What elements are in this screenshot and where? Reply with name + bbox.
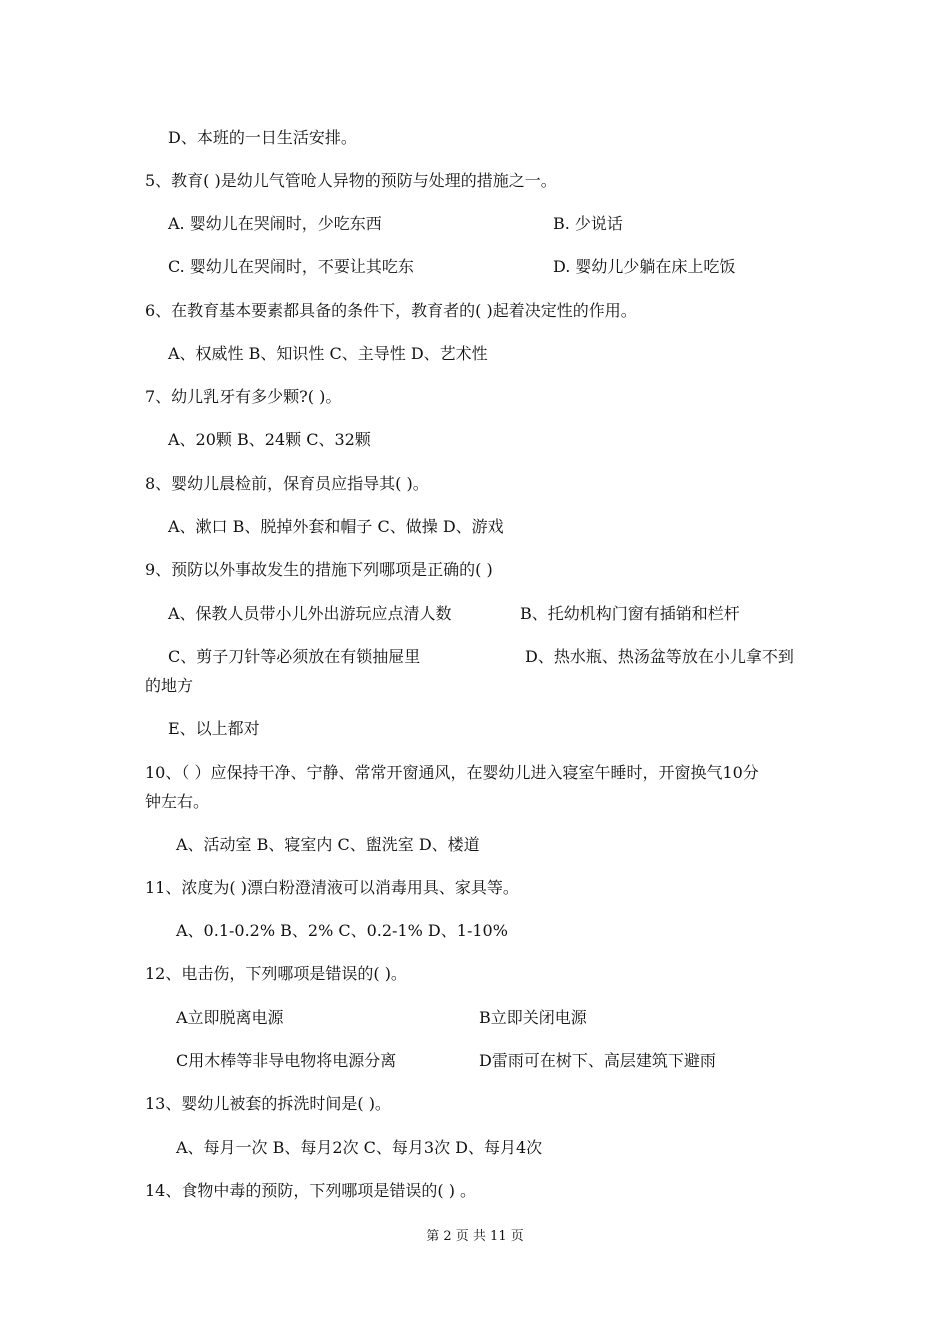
q9-option-a: A、保教人员带小儿外出游玩应点清人数 bbox=[168, 604, 452, 623]
question-11: 11、浓度为( )漂白粉澄清液可以消毒用具、家具等。 bbox=[145, 878, 519, 897]
q8-options: A、漱口 B、脱掉外套和帽子 C、做操 D、游戏 bbox=[168, 517, 504, 536]
question-10-continued: 钟左右。 bbox=[145, 792, 210, 811]
question-8: 8、婴幼儿晨检前，保育员应指导其( )。 bbox=[145, 474, 429, 493]
q5-option-d: D. 婴幼儿少躺在床上吃饭 bbox=[553, 257, 736, 276]
question-14: 14、食物中毒的预防，下列哪项是错误的( ) 。 bbox=[145, 1181, 477, 1200]
q9-option-d-continued: 的地方 bbox=[145, 676, 194, 695]
question-7: 7、幼儿乳牙有多少颗?( )。 bbox=[145, 387, 342, 406]
question-10: 10、（ ）应保持干净、宁静、常常开窗通风，在婴幼儿进入寝室午睡时，开窗换气10分 bbox=[145, 763, 759, 782]
q5-option-a: A. 婴幼儿在哭闹时，少吃东西 bbox=[168, 214, 382, 233]
q12-option-b: B立即关闭电源 bbox=[479, 1008, 587, 1027]
q13-options: A、每月一次 B、每月2次 C、每月3次 D、每月4次 bbox=[176, 1138, 543, 1157]
page-footer: 第 2 页 共 11 页 bbox=[426, 1229, 524, 1244]
question-6: 6、在教育基本要素都具备的条件下，教育者的( )起着决定性的作用。 bbox=[145, 301, 637, 320]
q9-option-e: E、以上都对 bbox=[168, 719, 260, 738]
q12-option-a: A立即脱离电源 bbox=[176, 1008, 284, 1027]
q11-options: A、0.1-0.2% B、2% C、0.2-1% D、1-10% bbox=[176, 921, 508, 940]
q9-option-d: D、热水瓶、热汤盆等放在小儿拿不到 bbox=[525, 647, 794, 666]
q12-option-c: C用木棒等非导电物将电源分离 bbox=[176, 1051, 397, 1070]
question-13: 13、婴幼儿被套的拆洗时间是( )。 bbox=[145, 1094, 391, 1113]
q9-option-b: B、托幼机构门窗有插销和栏杆 bbox=[520, 604, 740, 623]
q9-option-c: C、剪子刀针等必须放在有锁抽屉里 bbox=[168, 647, 421, 666]
question-12: 12、电击伤，下列哪项是错误的( )。 bbox=[145, 964, 407, 983]
q12-option-d: D雷雨可在树下、高层建筑下避雨 bbox=[479, 1051, 716, 1070]
q7-options: A、20颗 B、24颗 C、32颗 bbox=[168, 430, 371, 449]
q5-option-b: B. 少说话 bbox=[553, 214, 623, 233]
q6-options: A、权威性 B、知识性 C、主导性 D、艺术性 bbox=[168, 344, 488, 363]
q5-option-c: C. 婴幼儿在哭闹时，不要让其吃东 bbox=[168, 257, 414, 276]
q4-option-d: D、本班的一日生活安排。 bbox=[168, 128, 357, 147]
question-9: 9、预防以外事故发生的措施下列哪项是正确的( ) bbox=[145, 560, 493, 579]
question-5: 5、教育( )是幼儿气管呛人异物的预防与处理的措施之一。 bbox=[145, 171, 557, 190]
q10-options: A、活动室 B、寝室内 C、盥洗室 D、楼道 bbox=[176, 835, 480, 854]
